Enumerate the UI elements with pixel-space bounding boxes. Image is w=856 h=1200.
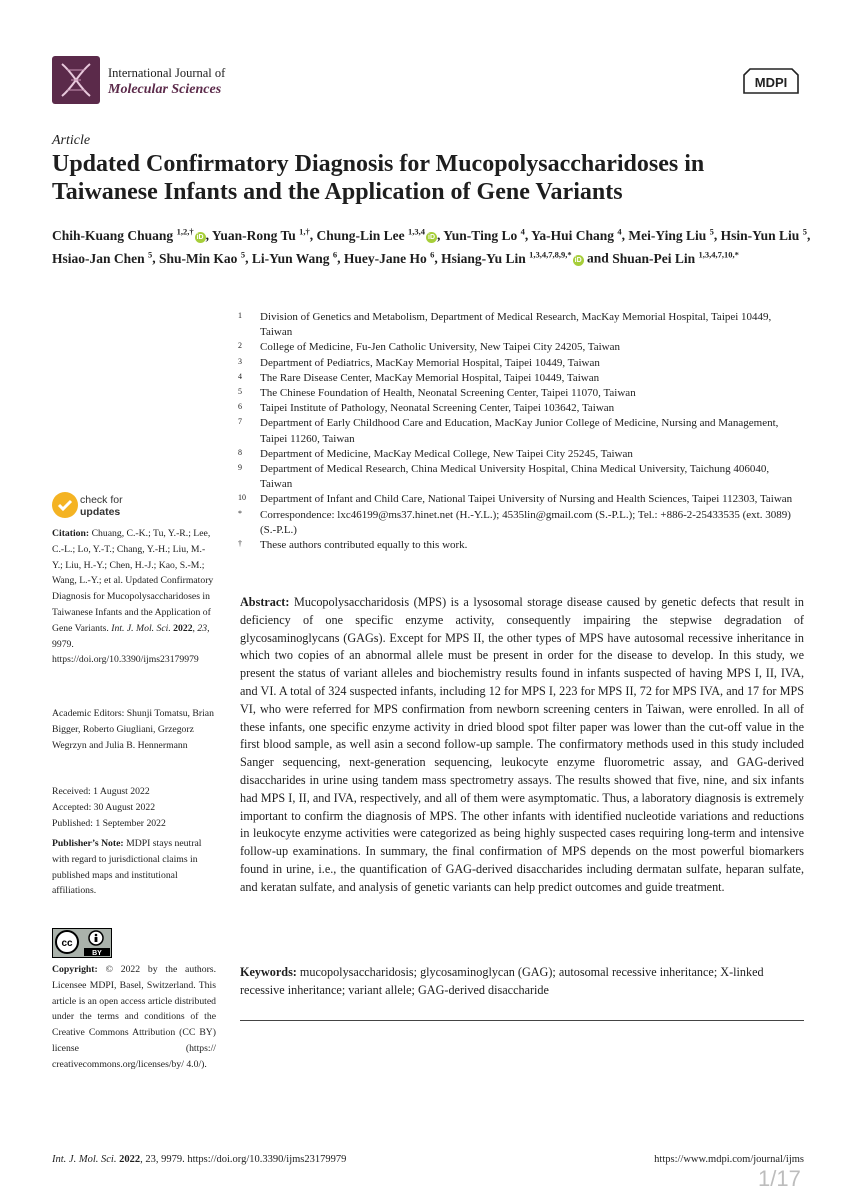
author-name: Hsiang-Yu Lin (441, 250, 526, 266)
svg-text:cc: cc (61, 938, 73, 949)
footer-year: 2022 (119, 1154, 141, 1165)
author-name: Chih-Kuang Chuang (52, 227, 174, 243)
author-affiliation-marks: 6 (430, 249, 435, 259)
check-badge-icon (52, 492, 78, 518)
author-name: Mei-Ying Liu (628, 227, 707, 243)
cc-by-license-icon[interactable] (52, 928, 112, 958)
journal-logo (52, 56, 100, 104)
footer-journal: Int. J. Mol. Sci. (52, 1154, 117, 1165)
author-separator: , (205, 227, 212, 243)
author[interactable] (52, 251, 152, 266)
affiliation-item (236, 508, 796, 538)
copyright-text: © 2022 by the authors. Licensee MDPI, Basel, Switzerland. This article is an open access article distributed under the terms and conditions of the Creative Commons Attribution (CC BY) license (https:// creativecommons.org/licenses/by/ 4.0/). (52, 964, 216, 1070)
affiliation-item (236, 386, 796, 401)
author[interactable] (159, 251, 245, 266)
citation-year: 2022 (173, 622, 193, 634)
citation-journal: Int. J. Mol. Sci. (111, 622, 171, 634)
author-separator: , (713, 227, 721, 243)
author[interactable] (212, 228, 310, 243)
affiliation-item (236, 447, 796, 462)
abstract-text: Mucopolysaccharidosis (MPS) is a lysosomal storage disease caused by genetic defects that result in deficiency of one specific enzyme activity, consequently impairing the stepwise degradation of glycosaminoglycans (GAGs). Except for MPS II, the other types of MPS have autosomal recessive inheritance in which two copies of an abnormal allele must be present in order for the disease to develop. In this study, we present the status of variant alleles and biochemistry results found in infants suspected of having MPS I, II, IVA, and VI. A total of 324 suspected infants, including 12 for MPS I, 223 for MPS II, 72 for MPS IVA, and 17 for MPS VI, who were referred for MPS confirmation from newborn screening centers in Taiwan, were enrolled. In all of these infants, one specific enzyme activity in dried blood spot filter paper was lower than the cut-off value in the first blood sample, as well asin a second follow-up sample. The confirmatory methods used in this study included Sanger sequencing, next-generation sequencing, leukocyte enzyme fluorometric assay, and GAG-derived disaccharides in urine using tandem mass spectrometry assays. The results showed that five, nine, and six infants had MPS I, II, and IVA, respectively, and all of them were asymptomatic. Thus, a laboratory diagnosis is extremely important to confirm the diagnosis of MPS. The other infants with identified nucleotide variations and reductions in leukocyte enzyme activities were categorized as being highly suspected cases requiring long-term and intensive follow-up examinations. In summary, the final confirmation of MPS depends on the most powerful biomarkers found in urine, i.e., the quantification of GAG-derived disaccharides including dermatan sulfate, heparan sulfate, and keratan sulfate, and analysis of genetic variants can help predict outcomes and guide treatment. (240, 595, 804, 894)
author-separator: , (337, 250, 344, 266)
copyright-label: Copyright: (52, 964, 98, 975)
author-affiliation-marks: 4 (520, 226, 525, 236)
publisher-note (52, 836, 216, 899)
affiliation-text: Department of Infant and Child Care, National Taipei University of Nursing and Health Sciences, Taipei 112303, Taiwan (260, 493, 793, 506)
check-for-updates-button[interactable] (52, 492, 192, 522)
author-affiliation-marks: 1,2,† (176, 226, 194, 236)
keywords (240, 964, 804, 1000)
abstract (240, 594, 804, 897)
affiliation-item (236, 462, 796, 492)
author-affiliation-marks: 1,† (299, 226, 310, 236)
orcid-icon[interactable]: iD (196, 233, 204, 241)
footer-journal-url[interactable]: https://www.mdpi.com/journal/ijms (654, 1154, 804, 1165)
author-separator: and (583, 250, 613, 266)
keywords-label: Keywords: (240, 965, 297, 979)
author[interactable] (443, 228, 525, 243)
author-separator: , (245, 250, 252, 266)
affiliation-number: 9 (238, 463, 242, 473)
page-counter: 1/17 (758, 1166, 801, 1191)
publisher-name: MDPI (754, 75, 788, 90)
affiliation-item (236, 416, 796, 446)
author-name: Hsiao-Jan Chen (52, 250, 145, 266)
affiliation-number: 3 (238, 356, 242, 366)
affiliation-text: Department of Medical Research, China Medical University Hospital, China Medical University, Taichung 406040, Taiwan (260, 463, 770, 491)
author-name: Li-Yun Wang (251, 250, 330, 266)
affiliation-text: Department of Early Childhood Care and Education, MacKay Junior College of Medicine, Nursing and Management, Taipei 11260, Taiwan (260, 417, 779, 445)
published-date: Published: 1 September 2022 (52, 817, 166, 829)
author-name: Chung-Lin Lee (316, 227, 405, 243)
affiliation-text: The Rare Disease Center, MacKay Memorial Hospital, Taipei 10449, Taiwan (260, 371, 600, 384)
author-affiliation-marks: 5 (709, 226, 714, 236)
author-separator: , (437, 227, 444, 243)
check-line1: check for (80, 494, 123, 506)
affiliation-text: Department of Medicine, MacKay Medical College, New Taipei City 25245, Taiwan (260, 447, 633, 460)
mdpi-logo[interactable] (742, 66, 800, 96)
author[interactable] (628, 228, 714, 243)
affiliation-item (236, 538, 796, 553)
author-affiliation-marks: 1,3,4,7,10,* (698, 249, 739, 259)
author-affiliation-marks: 1,3,4 (408, 226, 426, 236)
author[interactable] (252, 251, 337, 266)
author-affiliation-marks: 5 (148, 249, 153, 259)
affiliation-list (236, 310, 796, 553)
affiliation-text: Division of Genetics and Metabolism, Department of Medical Research, MacKay Memorial Hospital, Taipei 10449, Taiwan (260, 311, 772, 339)
abstract-label: Abstract: (240, 595, 290, 609)
cc-label: BY (92, 950, 102, 957)
author-affiliation-marks: 4 (617, 226, 622, 236)
author[interactable] (317, 228, 438, 243)
author[interactable] (344, 251, 435, 266)
author-separator: , (806, 227, 811, 243)
author-name: Yuan-Rong Tu (211, 227, 296, 243)
affiliation-text: Correspondence: lxc46199@ms37.hinet.net (H.-Y.L.); 4535lin@gmail.com (S.-P.L.); Tel.: +886-2-25433535 (ext. 3089) (S.-P.L.) (260, 508, 791, 536)
author-name: Shu-Min Kao (159, 250, 238, 266)
footer-doi[interactable]: , 23, 9979. https://doi.org/10.3390/ijms23179979 (140, 1154, 347, 1165)
footer-citation (52, 1154, 346, 1165)
author[interactable] (52, 228, 206, 243)
author-separator: , (309, 227, 317, 243)
author-separator: , (434, 250, 442, 266)
affiliation-item (236, 371, 796, 386)
affiliation-item (236, 340, 796, 355)
keywords-text: mucopolysaccharidosis; glycosaminoglycan (GAG); autosomal recessive inheritance; X-linked recessive inheritance; variant allele; GAG-derived disaccharide (240, 965, 764, 997)
author-separator: , (524, 227, 532, 243)
author[interactable] (531, 228, 622, 243)
author-affiliation-marks: 1,3,4,7,8,9,* (529, 249, 572, 259)
orcid-icon[interactable]: iD (574, 256, 582, 264)
affiliation-item (236, 492, 796, 507)
affiliation-number: 4 (238, 371, 242, 381)
author[interactable] (721, 228, 807, 243)
check-line2: updates (80, 506, 121, 518)
affiliation-item (236, 356, 796, 371)
author-affiliation-marks: 5 (802, 226, 807, 236)
author-name: Yun-Ting Lo (443, 227, 518, 243)
affiliation-text: College of Medicine, Fu-Jen Catholic University, New Taipei City 24205, Taiwan (260, 341, 620, 354)
author-affiliation-marks: 5 (240, 249, 246, 259)
affiliation-number: † (238, 539, 242, 549)
citation-doi[interactable]: 9979. https://doi.org/10.3390/ijms23179979 (52, 638, 199, 666)
affiliation-text: Department of Pediatrics, MacKay Memorial Hospital, Taipei 10449, Taiwan (260, 356, 600, 369)
article-type: Article (52, 133, 91, 148)
affiliation-number: 6 (238, 402, 242, 412)
author-name: Shuan-Pei Lin (612, 250, 696, 266)
affiliation-text: Taipei Institute of Pathology, Neonatal Screening Center, Taipei 103642, Taiwan (260, 402, 615, 415)
affiliation-number: 7 (238, 417, 242, 427)
publisher-note-label: Publisher’s Note: (52, 838, 124, 849)
copyright-block (52, 962, 216, 1073)
author-list (52, 222, 812, 268)
journal-name-line2: Molecular Sciences (108, 82, 222, 97)
affiliation-number: 8 (238, 447, 242, 457)
author[interactable] (441, 251, 584, 266)
affiliation-number: 5 (238, 387, 242, 397)
citation-volume: 23 (197, 622, 208, 634)
publisher-note-text: MDPI stays neutral with regard to jurisdictional claims in published maps and institutional affiliations. (52, 838, 202, 897)
journal-name-line1: International Journal of (108, 66, 226, 80)
publication-dates (52, 784, 216, 831)
section-divider (240, 1020, 804, 1021)
citation-label: Citation: (52, 528, 90, 539)
orcid-icon[interactable]: iD (428, 233, 436, 241)
affiliation-text: The Chinese Foundation of Health, Neonatal Screening Center, Taipei 11070, Taiwan (260, 387, 636, 400)
author-affiliation-marks: 6 (332, 249, 338, 259)
affiliation-number: 1 (238, 311, 242, 320)
author-separator: , (621, 227, 629, 243)
author-name: Hsin-Yun Liu (720, 227, 800, 243)
accepted-date: Accepted: 30 August 2022 (52, 801, 156, 813)
author[interactable] (612, 251, 739, 266)
academic-editors: Academic Editors: Shunji Tomatsu, Brian Bigger, Roberto Giugliani, Grzegorz Wegrzyn and Julia B. Hennermann (52, 708, 214, 751)
citation-authors: Chuang, C.-K.; Tu, Y.-R.; Lee, C.-L.; Lo, Y.-T.; Chang, Y.-H.; Liu, M.-Y.; Liu, H.-Y.; Chen, H.-J.; Kao, S.-M.; Wang, L.-Y.; et al. Updated Confirmatory Diagnosis for Mucopolysaccharidoses in Taiwanese Infants and the Application of Gene Variants. (52, 528, 214, 634)
received-date: Received: 1 August 2022 (52, 786, 150, 797)
affiliation-number: 2 (238, 341, 242, 351)
affiliation-item (236, 401, 796, 416)
citation-block: Citation: Chuang, C.-K.; Tu, Y.-R.; Lee, C.-L.; Lo, Y.-T.; Chang, Y.-H.; Liu, M.-Y.; Liu, H.-Y.; Chen, H.-J.; Kao, S.-M.; Wang, L.-Y.; et al. Updated Confirmatory Diagnosis for Mucopolysaccharidoses in Taiwanese Infants and the Application of Gene Variants. Int. J. Mol. Sci. 2022, 23, 9979. https://doi.org/10.3390/ijms23179979 (52, 528, 214, 666)
author-name: Ya-Hui Chang (531, 227, 614, 243)
affiliation-number: 10 (238, 493, 246, 503)
affiliation-text: These authors contributed equally to this work. (260, 539, 468, 552)
author-separator: , (152, 250, 160, 266)
author-name: Huey-Jane Ho (343, 250, 427, 266)
article-title: Updated Confirmatory Diagnosis for Mucopolysaccharidoses in Taiwanese Infants and the Application of Gene Variants (52, 151, 705, 205)
affiliation-item (236, 310, 796, 340)
affiliation-number: * (238, 508, 242, 518)
